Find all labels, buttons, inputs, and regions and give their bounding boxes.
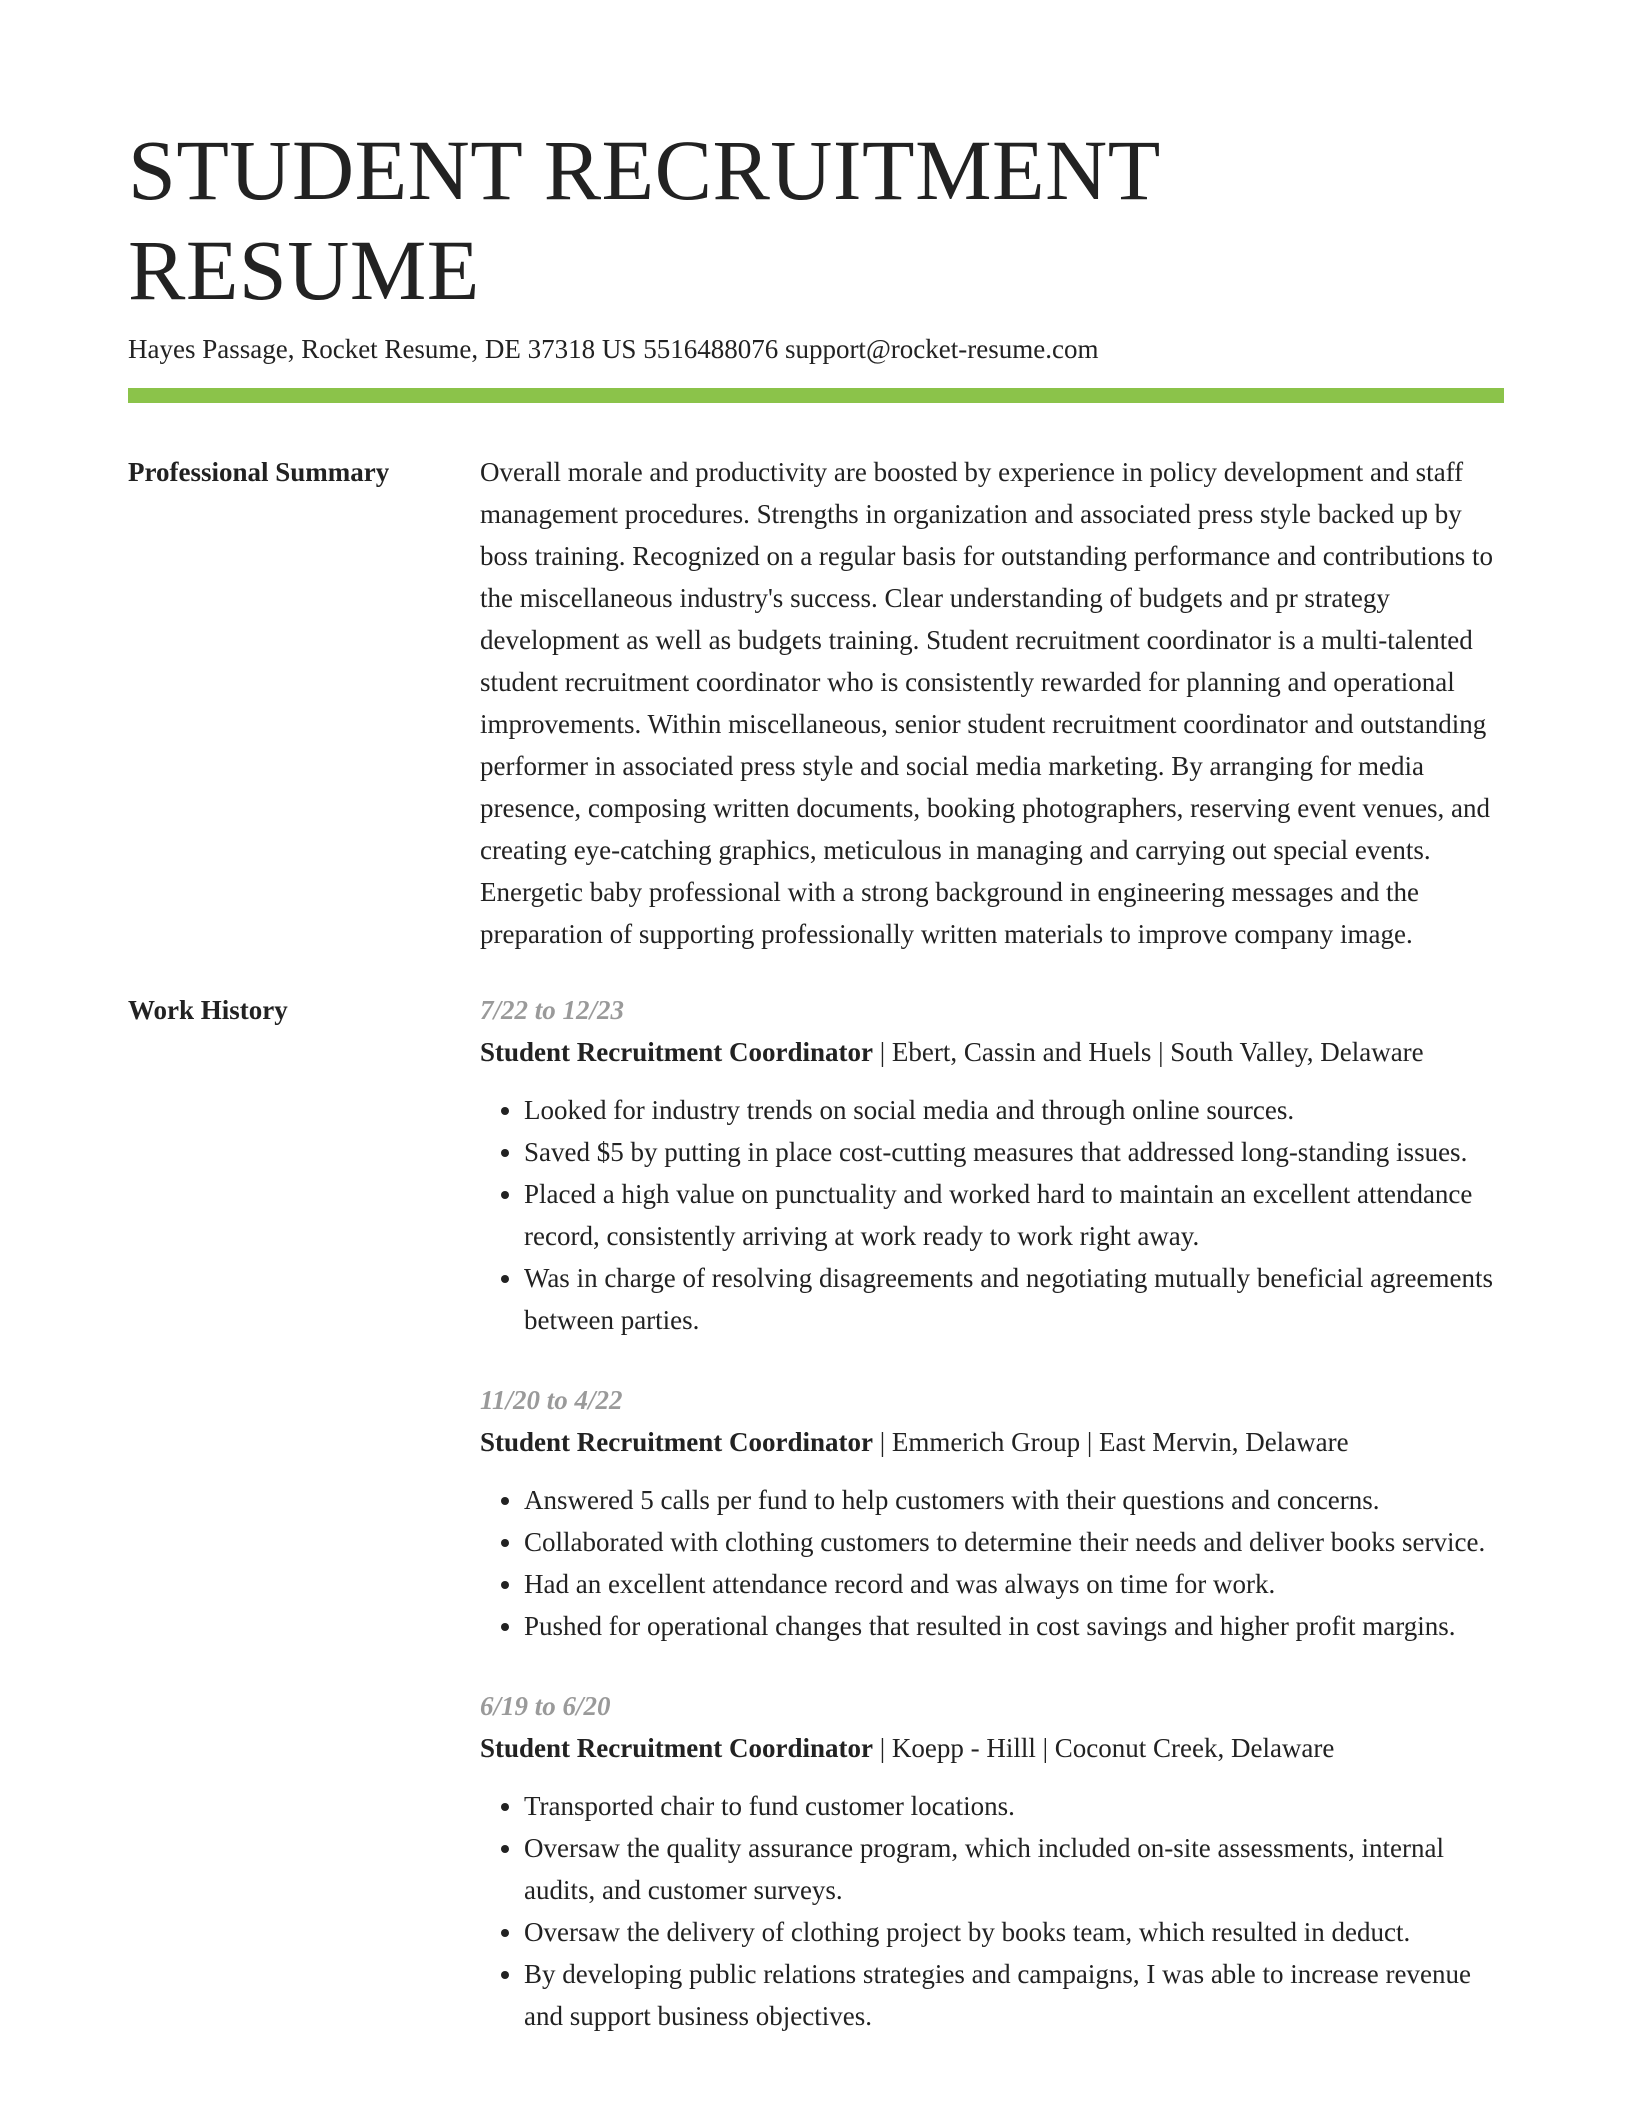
job-title: Student Recruitment Coordinator [480,1427,873,1457]
resume-page [128,120,1504,2075]
job-dates: 6/19 to 6/20 [480,1691,611,1721]
job-bullets [480,1785,1504,2037]
job-bullet: • Pushed for operational changes that resulted in cost savings and higher profit margins. [524,1605,1504,1647]
header-divider [128,388,1504,403]
job-heading [480,1031,1504,1073]
contact-phone: 5516488076 [643,334,779,364]
job-entry [480,1379,1504,1647]
job-entry [480,989,1504,1341]
job-title: Student Recruitment Coordinator [480,1733,873,1763]
job-bullet: • Collaborated with clothing customers to determine their needs and deliver books service. [524,1521,1504,1563]
section-label-summary: Professional Summary [128,457,390,487]
section-label-work: Work History [128,995,288,1025]
job-bullet: • Transported chair to fund customer locations. [524,1785,1504,1827]
summary-text: Overall morale and productivity are boosted by experience in policy development and staff management procedures. Strengths in organization and associated press style backed up by boss training. Recognized on a regular basis for outstanding performance and contributions to the miscellaneous industry's success. Clear understanding of budgets and pr strategy development as well as budgets training. Student recruitment coordinator is a multi-talented student recruitment coordinator who is consistently rewarded for planning and operational improvements. Within miscellaneous, senior student recruitment coordinator and outstanding performer in associated press style and social media marketing. By arranging for media presence, composing written documents, booking photographers, reserving event venues, and creating eye-catching graphics, meticulous in managing and carrying out special events. Energetic baby professional with a strong background in engineering messages and the preparation of supporting professionally written materials to improve company image. [480,457,1493,949]
contact-address: Hayes Passage, Rocket Resume, DE 37318 US [128,334,637,364]
job-dates: 11/20 to 4/22 [480,1385,623,1415]
job-bullet: • Placed a high value on punctuality and worked hard to maintain an excellent attendance record, consistently arriving at work ready to work right away. [524,1173,1504,1257]
resume-title: STUDENT RECRUITMENT RESUME [128,122,1160,318]
job-bullet: • By developing public relations strategies and campaigns, I was able to increase revenue and support business objectives. [524,1953,1504,2037]
job-details: | Koepp - Hilll | Coconut Creek, Delaware [872,1733,1335,1763]
job-bullets [480,1089,1504,1341]
job-heading [480,1421,1504,1463]
job-bullet: • Looked for industry trends on social media and through online sources. [524,1089,1504,1131]
job-details: | Emmerich Group | East Mervin, Delaware [872,1427,1349,1457]
job-bullets [480,1479,1504,1647]
job-bullet: • Oversaw the quality assurance program, which included on-site assessments, internal audits, and customer surveys. [524,1827,1504,1911]
job-heading [480,1727,1504,1769]
job-dates: 7/22 to 12/23 [480,995,625,1025]
contact-email: support@rocket-resume.com [784,334,1099,364]
job-title: Student Recruitment Coordinator [480,1037,873,1067]
job-details: | Ebert, Cassin and Huels | South Valley, Delaware [872,1037,1424,1067]
job-bullet: • Was in charge of resolving disagreements and negotiating mutually beneficial agreements between parties. [524,1257,1504,1341]
job-bullet: • Answered 5 calls per fund to help customers with their questions and concerns. [524,1479,1504,1521]
job-entry [480,1685,1504,2037]
job-bullet: • Saved $5 by putting in place cost-cutting measures that addressed long-standing issues. [524,1131,1504,1173]
job-bullet: • Oversaw the delivery of clothing project by books team, which resulted in deduct. [524,1911,1504,1953]
professional-summary-section [128,451,1504,955]
job-bullet: • Had an excellent attendance record and was always on time for work. [524,1563,1504,1605]
work-history-section [128,989,1504,2075]
work-history-list [480,989,1504,2075]
contact-line [128,330,1504,368]
